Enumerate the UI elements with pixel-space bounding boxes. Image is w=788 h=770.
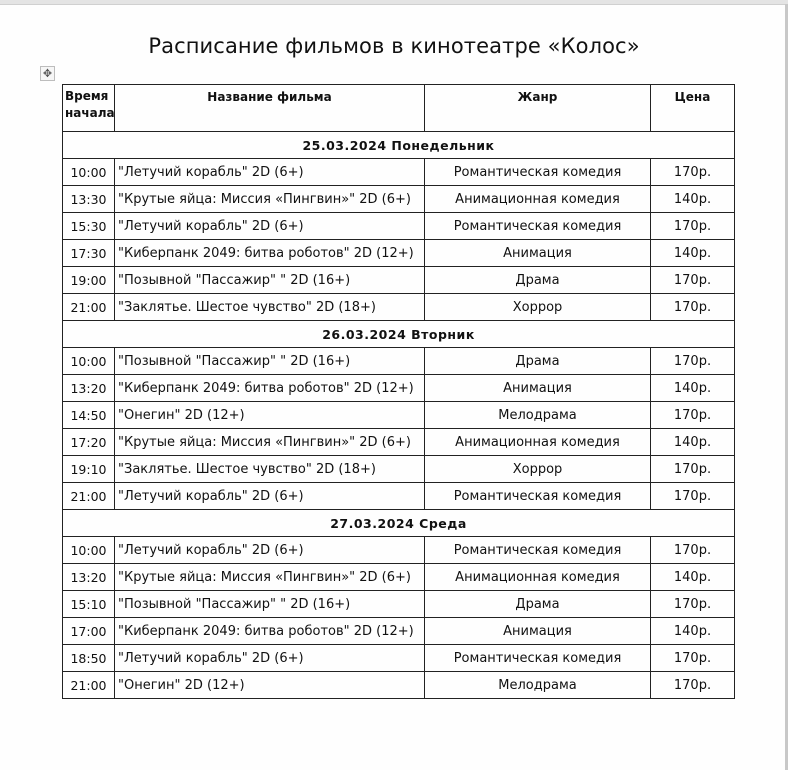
table-row bbox=[63, 267, 735, 294]
time-cell: 19:10 bbox=[63, 456, 115, 483]
time-cell: 21:00 bbox=[63, 672, 115, 699]
film-cell: "Онегин" 2D (12+) bbox=[115, 402, 425, 429]
schedule-table bbox=[62, 84, 735, 699]
genre-cell: Анимация bbox=[425, 375, 651, 402]
table-row bbox=[63, 348, 735, 375]
film-cell: "Онегин" 2D (12+) bbox=[115, 672, 425, 699]
table-row bbox=[63, 456, 735, 483]
table-row bbox=[63, 483, 735, 510]
time-cell: 10:00 bbox=[63, 159, 115, 186]
time-cell: 21:00 bbox=[63, 294, 115, 321]
time-cell: 18:50 bbox=[63, 645, 115, 672]
price-cell: 170р. bbox=[651, 159, 735, 186]
film-cell: "Летучий корабль" 2D (6+) bbox=[115, 483, 425, 510]
header-time bbox=[63, 85, 115, 132]
header-genre: Жанр bbox=[425, 85, 651, 132]
genre-cell: Анимационная комедия bbox=[425, 564, 651, 591]
day-header-row bbox=[63, 132, 735, 159]
table-row bbox=[63, 213, 735, 240]
film-cell: "Позывной "Пассажир" " 2D (16+) bbox=[115, 267, 425, 294]
table-row bbox=[63, 564, 735, 591]
film-cell: "Заклятье. Шестое чувство" 2D (18+) bbox=[115, 294, 425, 321]
time-cell: 13:20 bbox=[63, 375, 115, 402]
day-label: 27.03.2024 Среда bbox=[63, 510, 735, 537]
film-cell: "Крутые яйца: Миссия «Пингвин»" 2D (6+) bbox=[115, 429, 425, 456]
price-cell: 170р. bbox=[651, 213, 735, 240]
price-cell: 170р. bbox=[651, 645, 735, 672]
genre-cell: Романтическая комедия bbox=[425, 159, 651, 186]
header-time-line2: начала bbox=[65, 106, 115, 120]
price-cell: 140р. bbox=[651, 429, 735, 456]
genre-cell: Романтическая комедия bbox=[425, 483, 651, 510]
day-label: 25.03.2024 Понедельник bbox=[63, 132, 735, 159]
window-top-edge bbox=[0, 0, 788, 5]
price-cell: 170р. bbox=[651, 294, 735, 321]
time-cell: 15:30 bbox=[63, 213, 115, 240]
genre-cell: Анимационная комедия bbox=[425, 429, 651, 456]
price-cell: 140р. bbox=[651, 375, 735, 402]
header-price: Цена bbox=[651, 85, 735, 132]
table-row bbox=[63, 402, 735, 429]
film-cell: "Заклятье. Шестое чувство" 2D (18+) bbox=[115, 456, 425, 483]
time-cell: 19:00 bbox=[63, 267, 115, 294]
table-row bbox=[63, 429, 735, 456]
genre-cell: Драма bbox=[425, 267, 651, 294]
table-row bbox=[63, 240, 735, 267]
day-header-row bbox=[63, 510, 735, 537]
genre-cell: Мелодрама bbox=[425, 672, 651, 699]
genre-cell: Мелодрама bbox=[425, 402, 651, 429]
document-title: Расписание фильмов в кинотеатре «Колос» bbox=[148, 34, 640, 58]
price-cell: 140р. bbox=[651, 186, 735, 213]
genre-cell: Анимация bbox=[425, 618, 651, 645]
price-cell: 170р. bbox=[651, 591, 735, 618]
table-row bbox=[63, 672, 735, 699]
table-row bbox=[63, 159, 735, 186]
film-cell: "Киберпанк 2049: битва роботов" 2D (12+) bbox=[115, 240, 425, 267]
table-row bbox=[63, 591, 735, 618]
film-cell: "Киберпанк 2049: битва роботов" 2D (12+) bbox=[115, 618, 425, 645]
price-cell: 170р. bbox=[651, 672, 735, 699]
film-cell: "Позывной "Пассажир" " 2D (16+) bbox=[115, 591, 425, 618]
genre-cell: Анимационная комедия bbox=[425, 186, 651, 213]
time-cell: 21:00 bbox=[63, 483, 115, 510]
time-cell: 13:30 bbox=[63, 186, 115, 213]
table-row bbox=[63, 618, 735, 645]
day-header-row bbox=[63, 321, 735, 348]
time-cell: 15:10 bbox=[63, 591, 115, 618]
film-cell: "Киберпанк 2049: битва роботов" 2D (12+) bbox=[115, 375, 425, 402]
film-cell: "Летучий корабль" 2D (6+) bbox=[115, 159, 425, 186]
time-cell: 10:00 bbox=[63, 537, 115, 564]
time-cell: 14:50 bbox=[63, 402, 115, 429]
day-label: 26.03.2024 Вторник bbox=[63, 321, 735, 348]
film-cell: "Летучий корабль" 2D (6+) bbox=[115, 537, 425, 564]
price-cell: 170р. bbox=[651, 348, 735, 375]
time-cell: 10:00 bbox=[63, 348, 115, 375]
price-cell: 140р. bbox=[651, 240, 735, 267]
price-cell: 170р. bbox=[651, 402, 735, 429]
genre-cell: Романтическая комедия bbox=[425, 645, 651, 672]
genre-cell: Анимация bbox=[425, 240, 651, 267]
film-cell: "Позывной "Пассажир" " 2D (16+) bbox=[115, 348, 425, 375]
move-arrows-icon[interactable]: ✥ bbox=[40, 66, 55, 81]
table-row bbox=[63, 537, 735, 564]
genre-cell: Романтическая комедия bbox=[425, 537, 651, 564]
film-cell: "Летучий корабль" 2D (6+) bbox=[115, 645, 425, 672]
price-cell: 170р. bbox=[651, 537, 735, 564]
price-cell: 170р. bbox=[651, 483, 735, 510]
header-film: Название фильма bbox=[115, 85, 425, 132]
time-cell: 13:20 bbox=[63, 564, 115, 591]
film-cell: "Крутые яйца: Миссия «Пингвин»" 2D (6+) bbox=[115, 564, 425, 591]
price-cell: 140р. bbox=[651, 618, 735, 645]
table-row bbox=[63, 375, 735, 402]
table-row bbox=[63, 645, 735, 672]
time-cell: 17:30 bbox=[63, 240, 115, 267]
genre-cell: Хоррор bbox=[425, 456, 651, 483]
header-time-line1: Время bbox=[65, 89, 109, 103]
table-header-row bbox=[63, 85, 735, 132]
table-row bbox=[63, 186, 735, 213]
price-cell: 140р. bbox=[651, 564, 735, 591]
genre-cell: Драма bbox=[425, 591, 651, 618]
price-cell: 170р. bbox=[651, 456, 735, 483]
genre-cell: Драма bbox=[425, 348, 651, 375]
genre-cell: Романтическая комедия bbox=[425, 213, 651, 240]
film-cell: "Крутые яйца: Миссия «Пингвин»" 2D (6+) bbox=[115, 186, 425, 213]
genre-cell: Хоррор bbox=[425, 294, 651, 321]
film-cell: "Летучий корабль" 2D (6+) bbox=[115, 213, 425, 240]
table-row bbox=[63, 294, 735, 321]
time-cell: 17:20 bbox=[63, 429, 115, 456]
time-cell: 17:00 bbox=[63, 618, 115, 645]
price-cell: 170р. bbox=[651, 267, 735, 294]
